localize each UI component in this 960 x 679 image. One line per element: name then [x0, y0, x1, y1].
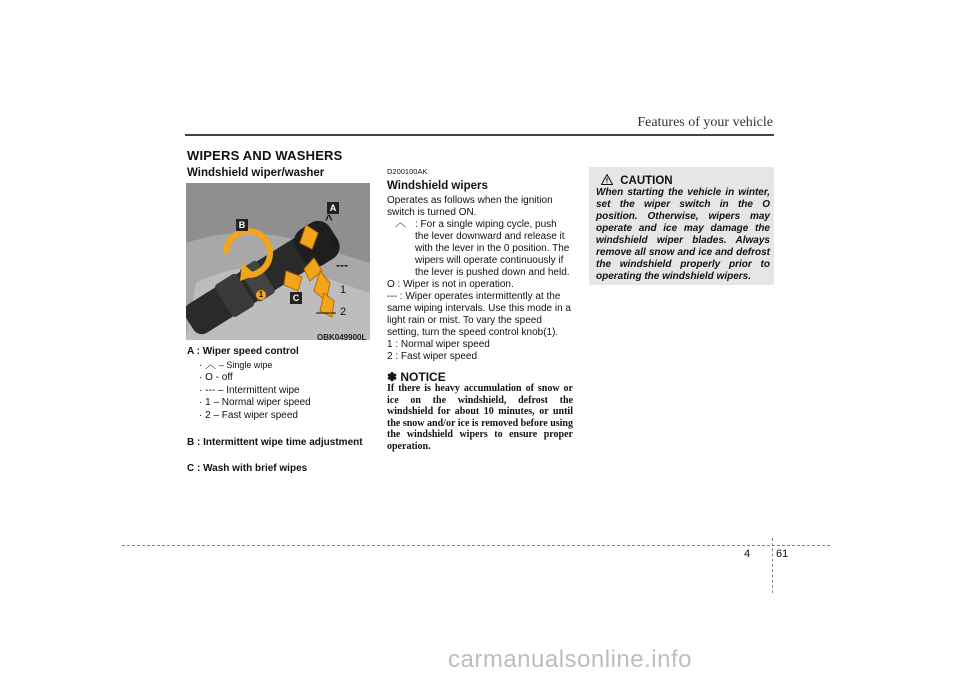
section-title: WIPERS AND WASHERS [187, 148, 343, 163]
watermark: carmanualsonline.info [448, 646, 692, 673]
intermittent-text: --- : Wiper operates intermittently at the same wiping intervals. Use this mode in a light rain or mist. To vary the speed setting, turn the speed control knob(1). [387, 291, 571, 338]
a-item-fast: · 2 – Fast wiper speed [199, 409, 298, 421]
figure-label-knob: 1 [256, 290, 266, 300]
page-number: 61 [776, 548, 789, 560]
normal-text: 1 : Normal wiper speed [387, 339, 490, 350]
single-wipe-icon: ^ [325, 212, 333, 227]
caution-header [601, 174, 673, 187]
figure-label-b: B [236, 219, 248, 231]
a-item-off: · O - off [199, 372, 233, 384]
left-subtitle: Windshield wiper/washer [187, 167, 325, 179]
a-item-single: · ︿ – Single wipe [199, 358, 273, 371]
single-wipe-icon: ︿ [395, 217, 406, 229]
single-wipe-row: ︿ : For a single wiping cycle, push the lever downward and release it with the lever in the 0 position. The wipers will operate continuously if the lever is pushed down and held. [395, 217, 570, 278]
figure-code: OBK049900L [317, 333, 367, 342]
figure-label-dashes: --- [336, 258, 348, 272]
middle-column [387, 166, 573, 453]
footer-divider [772, 538, 773, 593]
off-text: O : Wiper is not in operation. [387, 279, 514, 290]
intro-text: Operates as follows when the ignition switch is turned ON. [387, 195, 553, 218]
figure-label-2: 2 [340, 306, 347, 318]
notice-title: ✽ NOTICE [387, 370, 446, 384]
figure-label-c: C [290, 292, 302, 304]
a-item-normal: · 1 – Normal wiper speed [199, 397, 311, 409]
a-title: A : Wiper speed control [187, 346, 299, 357]
caution-body: When starting the vehicle in winter, set the wiper switch in the O position. Otherwise, wipers may operate and ice may damage the windshield wiper blades. Always remove all snow and ice and defrost the windshield properly prior to operating the windshield wipers. [596, 187, 770, 282]
figure-label-a: A [327, 202, 339, 214]
section-number: 4 [744, 548, 751, 560]
warning-icon [601, 174, 613, 185]
a-item-intermittent: · --- – Intermittent wipe [199, 384, 300, 396]
figure-label-1: 1 [340, 284, 347, 296]
b-title: B : Intermittent wipe time adjustment [187, 436, 363, 448]
footer-rule [122, 545, 830, 546]
notice-body: If there is heavy accumulation of snow or ice on the windshield, defrost the windshield for about 10 minutes, or until the snow and/or ice is removed before using the windshield wipers to ensure proper operation. [387, 383, 573, 452]
fast-text: 2 : Fast wiper speed [387, 351, 478, 362]
figure-label-0: 0 [331, 237, 338, 249]
c-title: C : Wash with brief wipes [187, 463, 308, 475]
single-wipe-icon: ︿ [205, 358, 217, 371]
section-code: D200100AK [387, 167, 428, 176]
left-list [187, 346, 377, 476]
header-rule [185, 134, 774, 136]
page-header-title: Features of your vehicle [637, 115, 773, 130]
middle-subtitle: Windshield wipers [387, 180, 488, 192]
caution-title: CAUTION [620, 175, 673, 187]
